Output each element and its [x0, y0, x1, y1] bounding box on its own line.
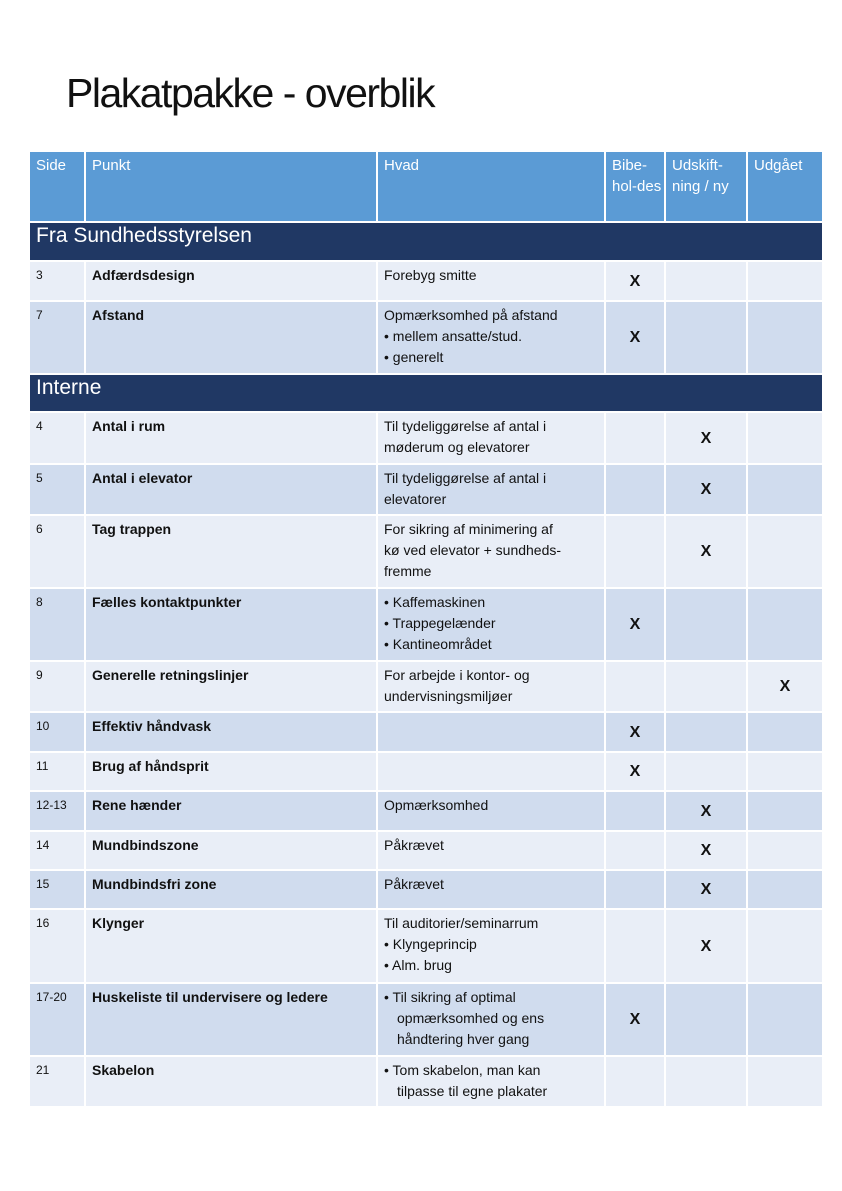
- hvad-line: Forebyg smitte: [384, 267, 477, 283]
- side-cell: 8: [30, 589, 84, 660]
- side-cell: 16: [30, 910, 84, 982]
- udskiftning-cell: X: [666, 832, 746, 869]
- udskiftning-cell: [666, 753, 746, 790]
- hvad-cell: [378, 984, 604, 1055]
- udskiftning-cell: [666, 713, 746, 751]
- hvad-line: For arbejde i kontor- og: [384, 667, 530, 683]
- hvad-cell: [378, 465, 604, 514]
- udskiftning-cell: [666, 589, 746, 660]
- udgaaet-cell: [748, 871, 822, 908]
- hvad-line: Påkrævet: [384, 837, 444, 853]
- table-row: [30, 589, 822, 660]
- side-cell: 9: [30, 662, 84, 711]
- udgaaet-cell: [748, 984, 822, 1055]
- hvad-line: fremme: [384, 563, 432, 579]
- hvad-cell: [378, 662, 604, 711]
- udskiftning-cell: [666, 1057, 746, 1106]
- punkt-cell: Mundbindszone: [86, 832, 376, 869]
- udgaaet-cell: [748, 465, 822, 514]
- hvad-line: håndtering hver gang: [397, 1031, 530, 1047]
- udskiftning-cell: X: [666, 516, 746, 587]
- udgaaet-cell: [748, 589, 822, 660]
- poster-overview-table: [28, 150, 824, 1108]
- header-bibeholdes: [606, 152, 664, 221]
- udskiftning-cell: [666, 262, 746, 300]
- hvad-line: møderum og elevatorer: [384, 439, 530, 455]
- bibeholdes-cell: X: [606, 262, 664, 300]
- bullet-item: • Kantineområdet: [384, 634, 598, 655]
- hvad-cell: [378, 1057, 604, 1106]
- bibeholdes-cell: [606, 832, 664, 869]
- udskiftning-cell: [666, 302, 746, 373]
- side-cell: 15: [30, 871, 84, 908]
- hvad-cell: [378, 302, 604, 373]
- header-udgaaet: Udgået: [748, 152, 822, 221]
- udskiftning-cell: X: [666, 413, 746, 463]
- table-row: [30, 1057, 822, 1106]
- table-row: [30, 262, 822, 300]
- side-cell: 14: [30, 832, 84, 869]
- hvad-cell: [378, 871, 604, 908]
- section-header: [30, 375, 822, 411]
- punkt-cell: Huskeliste til undervisere og ledere: [86, 984, 376, 1055]
- side-cell: 21: [30, 1057, 84, 1106]
- side-cell: 7: [30, 302, 84, 373]
- hvad-cell: [378, 262, 604, 300]
- bibeholdes-cell: X: [606, 302, 664, 373]
- table-row: [30, 984, 822, 1055]
- hvad-line: Opmærksomhed på afstand: [384, 307, 558, 323]
- bibeholdes-cell: [606, 465, 664, 514]
- hvad-cell: [378, 832, 604, 869]
- bibeholdes-cell: X: [606, 984, 664, 1055]
- udgaaet-cell: [748, 753, 822, 790]
- punkt-cell: Generelle retningslinjer: [86, 662, 376, 711]
- section-header: [30, 223, 822, 260]
- hvad-cell: [378, 792, 604, 830]
- punkt-cell: Tag trappen: [86, 516, 376, 587]
- side-cell: 5: [30, 465, 84, 514]
- section-title: Interne: [30, 375, 822, 411]
- side-cell: 12-13: [30, 792, 84, 830]
- bullet-item: • Trappegelænder: [384, 613, 598, 634]
- side-cell: 4: [30, 413, 84, 463]
- udgaaet-cell: [748, 713, 822, 751]
- bullet-item: • Tom skabelon, man kan: [384, 1060, 598, 1081]
- table-row: [30, 713, 822, 751]
- table-row: [30, 465, 822, 514]
- udgaaet-cell: [748, 413, 822, 463]
- header-row: [30, 152, 822, 221]
- bibeholdes-cell: X: [606, 589, 664, 660]
- bibeholdes-cell: X: [606, 713, 664, 751]
- udgaaet-cell: [748, 302, 822, 373]
- udgaaet-cell: [748, 516, 822, 587]
- hvad-cell: [378, 713, 604, 751]
- table-row: [30, 871, 822, 908]
- table-row: [30, 302, 822, 373]
- side-cell: 11: [30, 753, 84, 790]
- hvad-line: Påkrævet: [384, 876, 444, 892]
- table-row: [30, 832, 822, 869]
- bullet-item: • Alm. brug: [384, 955, 598, 976]
- header-udskiftning: Udskift-ning / ny: [666, 152, 746, 221]
- hvad-line: Til auditorier/seminarrum: [384, 915, 539, 931]
- bullet-item: • Klyngeprincip: [384, 934, 598, 955]
- punkt-cell: Skabelon: [86, 1057, 376, 1106]
- udskiftning-cell: X: [666, 792, 746, 830]
- hvad-line: Til tydeliggørelse af antal i: [384, 470, 547, 486]
- table-row: [30, 516, 822, 587]
- bullet-item: • Til sikring af optimal: [384, 987, 598, 1008]
- punkt-cell: Fælles kontaktpunkter: [86, 589, 376, 660]
- udskiftning-cell: X: [666, 910, 746, 982]
- table-row: [30, 753, 822, 790]
- bibeholdes-cell: [606, 413, 664, 463]
- bibeholdes-cell: [606, 1057, 664, 1106]
- punkt-cell: Afstand: [86, 302, 376, 373]
- section-title: Fra Sundhedsstyrelsen: [30, 223, 822, 260]
- page-title: Plakatpakke - overblik: [66, 70, 435, 116]
- bullet-item: • mellem ansatte/stud.: [384, 326, 598, 347]
- udgaaet-cell: [748, 832, 822, 869]
- punkt-cell: Brug af håndsprit: [86, 753, 376, 790]
- side-cell: 10: [30, 713, 84, 751]
- side-cell: 6: [30, 516, 84, 587]
- punkt-cell: Klynger: [86, 910, 376, 982]
- hvad-cell: [378, 413, 604, 463]
- punkt-cell: Mundbindsfri zone: [86, 871, 376, 908]
- bibeholdes-cell: [606, 662, 664, 711]
- punkt-cell: Adfærdsdesign: [86, 262, 376, 300]
- udgaaet-cell: [748, 1057, 822, 1106]
- bullet-item: • generelt: [384, 347, 598, 368]
- table-row: [30, 662, 822, 711]
- header-hvad: Hvad: [378, 152, 604, 221]
- bibeholdes-cell: [606, 871, 664, 908]
- bibeholdes-cell: X: [606, 753, 664, 790]
- hvad-line: tilpasse til egne plakater: [397, 1083, 548, 1099]
- header-bibeholdes-label: Bibe-hol-des: [612, 157, 662, 195]
- hvad-line: opmærksomhed og ens: [397, 1010, 545, 1026]
- udskiftning-cell: X: [666, 871, 746, 908]
- bibeholdes-cell: [606, 910, 664, 982]
- hvad-line: Opmærksomhed: [384, 797, 489, 813]
- udskiftning-cell: [666, 662, 746, 711]
- punkt-cell: Effektiv håndvask: [86, 713, 376, 751]
- udgaaet-cell: [748, 262, 822, 300]
- table-row: [30, 413, 822, 463]
- hvad-cell: [378, 910, 604, 982]
- punkt-cell: Antal i elevator: [86, 465, 376, 514]
- hvad-line: Til tydeliggørelse af antal i: [384, 418, 547, 434]
- header-punkt: Punkt: [86, 152, 376, 221]
- bullet-item: • Kaffemaskinen: [384, 592, 598, 613]
- hvad-line: elevatorer: [384, 491, 447, 507]
- header-side: Side: [30, 152, 84, 221]
- hvad-cell: [378, 753, 604, 790]
- udskiftning-cell: [666, 984, 746, 1055]
- hvad-cell: [378, 589, 604, 660]
- side-cell: 17-20: [30, 984, 84, 1055]
- bibeholdes-cell: [606, 516, 664, 587]
- punkt-cell: Antal i rum: [86, 413, 376, 463]
- table-row: [30, 910, 822, 982]
- udgaaet-cell: [748, 910, 822, 982]
- hvad-line: undervisningsmiljøer: [384, 688, 513, 704]
- bibeholdes-cell: [606, 792, 664, 830]
- side-cell: 3: [30, 262, 84, 300]
- hvad-line: For sikring af minimering af: [384, 521, 553, 537]
- hvad-cell: [378, 516, 604, 587]
- hvad-line: kø ved elevator + sundheds-: [384, 542, 562, 558]
- udskiftning-cell: X: [666, 465, 746, 514]
- udgaaet-cell: [748, 792, 822, 830]
- table-row: [30, 792, 822, 830]
- punkt-cell: Rene hænder: [86, 792, 376, 830]
- udgaaet-cell: X: [748, 662, 822, 711]
